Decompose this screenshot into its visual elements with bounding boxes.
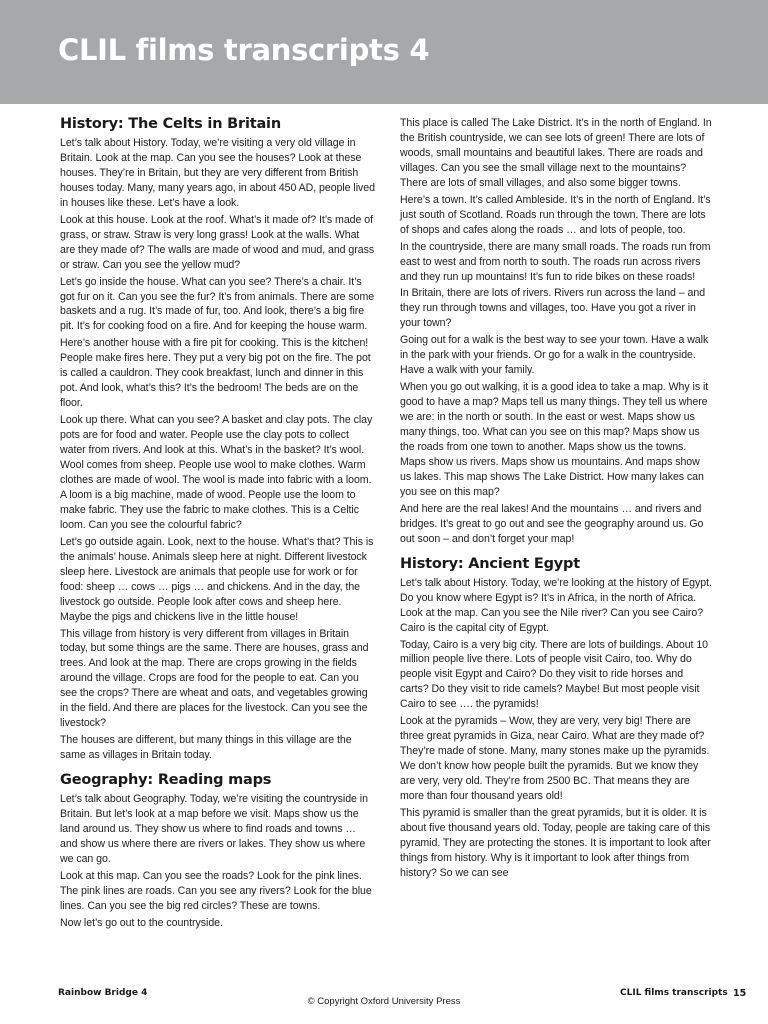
paragraph: Look up there. What can you see? A basket and clay pots. The clay pots are for food and water. People use the clay pots to collect water from rivers. And look at this. What’s in the basket? It’s wool. Wool comes from sheep. People use wool to make clothes. Warm clothes are made of wool. The wool is made into fabric with a loom. A loom is a big machine, made of wood. People use the loom to make fabric. They use the fabric to make clothes. This is a Celtic loom. Can you see the colourful fabric? xyxy=(60,414,373,531)
paragraph: This village from history is very different from villages in Britain today, but some things are the same. There are houses, grass and trees. And look at the map. There are crops growing in the fields around the village. Crops are food for the people to eat. Can you see the crops? There are wheat and oats, and vegetables growing in the field. And there are places for the livestock. Can you see the livestock? xyxy=(60,627,369,730)
paragraph: Here’s a town. It’s called Ambleside. It’s in the north of England. It’s just south of Scotland. Roads run through the town. There are lots of shops and cafes along the roads … and lots of people, too. xyxy=(400,193,711,236)
page-number: 15 xyxy=(733,988,747,999)
page-title: CLIL films transcripts 4 xyxy=(58,33,430,67)
paragraph: The houses are different, but many things in this village are the same as villages in Britain today. xyxy=(60,734,352,762)
paragraph: This pyramid is smaller than the great pyramids, but it is older. It is about five thousand years old. Today, people are taking care of this pyramid. They are protecting the stones. It is important to look after things from history. Why is it important to look after things from history? So we can see xyxy=(400,806,711,879)
section-heading-egypt: History: Ancient Egypt xyxy=(400,555,580,572)
section-heading-celts: History: The Celts in Britain xyxy=(60,116,281,132)
paragraph: Today, Cairo is a very big city. There are lots of buildings. About 10 million people live there. Lots of people visit Cairo, too. Why do people visit Egypt and Cairo? Do they visit to ride horses and carts? Do they visit to ride camels? Maybe! But most people visit Cairo to see …. the pyramids! xyxy=(400,638,709,711)
paragraph: In Britain, there are lots of rivers. Rivers run across the land – and they run through towns and villages, too. Have you got a river in your town? xyxy=(400,287,706,330)
paragraph: Let’s go inside the house. What can you see? There’s a chair. It’s got fur on it. Can you see the fur? It’s from animals. There are some baskets and a rug. It’s made of fur, too. And look, there’s a big fire pit. It’s for cooking food on a fire. And for keeping the house warm. xyxy=(60,275,375,333)
paragraph: Let’s go outside again. Look, next to the house. What’s that? This is the animals’ house. Animals sleep here at night. Different livestock sleep here. Livestock are animals that people use for work or for food: sheep … cows … pigs … and chickens. And in the day, the livestock go outside. People look after cows and sheep here. Maybe the pigs and chickens live in the little house! xyxy=(60,535,374,623)
header-banner xyxy=(0,0,768,104)
paragraph: Look at the pyramids – Wow, they are very, very big! There are three great pyramids in Giza, near Cairo. What are they made of? They’re made of stone. Many, many stones make up the pyramids. We don’t know how people built the pyramids. But we know they are very, very old. They’re from 2500 BC. That means they are more than four thousand years old! xyxy=(400,715,710,803)
paragraph: Here’s another house with a fire pit for cooking. This is the kitchen! People make fires here. They put a very big pot on the fire. The pot is called a cauldron. They cook breakfast, lunch and dinner in this pot. And look, what’s this? It’s the bedroom! The beds are on the floor. xyxy=(60,337,371,410)
left-column xyxy=(60,116,375,933)
footer-section-title: CLIL films transcripts xyxy=(620,988,728,998)
paragraph: Now let’s go out to the countryside. xyxy=(60,916,223,929)
paragraph: Look at this house. Look at the roof. What’s it made of? It’s made of grass, or straw. Straw is very long grass! Look at the walls. What are they made of? The walls are made of wood and mud, and grass or straw. Can you see the yellow mud? xyxy=(60,213,375,271)
paragraph: Going out for a walk is the best way to see your town. Have a walk in the park with your friends. Or go for a walk in the countryside. Have a walk with your family. xyxy=(400,334,709,377)
paragraph: When you go out walking, it is a good idea to take a map. Why is it good to have a map? Maps tell us many things. They tell us where we are: in the north or south. In the east or west. Maps show us many things, too. What can you see on this map? Maps show us the roads from one town to another. Maps show us the towns. Maps show us rivers. Maps show us mountains. And maps show us lakes. This map shows The Lake District. How many lakes can you see on this map? xyxy=(400,381,709,498)
paragraph: This place is called The Lake District. It’s in the north of England. In the British countryside, we can see lots of green! There are lots of woods, small mountains and beautiful lakes. There are roads and villages. Can you see the small village next to the mountains? There are lots of small villages, and also some bigger towns. xyxy=(400,117,712,189)
footer-book-title: Rainbow Bridge 4 xyxy=(58,988,148,998)
paragraph: Let’s talk about History. Today, we’re looking at the history of Egypt. Do you know where Egypt is? It’s in Africa, in the north of Africa. Look at the map. Can you see the Nile river? Can you see Cairo? Cairo is the capital city of Egypt. xyxy=(400,576,712,634)
right-column xyxy=(400,116,712,883)
footer-copyright: © Copyright Oxford University Press xyxy=(307,996,461,1007)
section-heading-geography: Geography: Reading maps xyxy=(60,772,272,789)
paragraph: In the countryside, there are many small roads. The roads run from east to west and from north to south. The roads run across rivers and they run up mountains! It’s fun to ride bikes on these roads! xyxy=(400,240,711,283)
paragraph: Let’s talk about History. Today, we’re visiting a very old village in Britain. Look at the map. Can you see the houses? Look at these houses. They’re in Britain, but they are very different from British houses today. Many, many years ago, in about 450 AD, people lived in houses like these. Let’s have a look. xyxy=(60,137,375,209)
paragraph: Look at this map. Can you see the roads? Look for the pink lines. The pink lines are roads. Can you see any rivers? Look for the blue lines. Can you see the big red circles? These are towns. xyxy=(60,869,372,912)
paragraph: Let’s talk about Geography. Today, we’re visiting the countryside in Britain. But let’s look at a map before we visit. Maps show us the land around us. They show us where to find roads and towns … and show us where there are rivers or lakes. They show us where we can go. xyxy=(60,793,368,865)
paragraph: And here are the real lakes! And the mountains … and rivers and bridges. It’s great to go out and see the geography around us. Go out soon – and don’t forget your map! xyxy=(400,502,704,545)
